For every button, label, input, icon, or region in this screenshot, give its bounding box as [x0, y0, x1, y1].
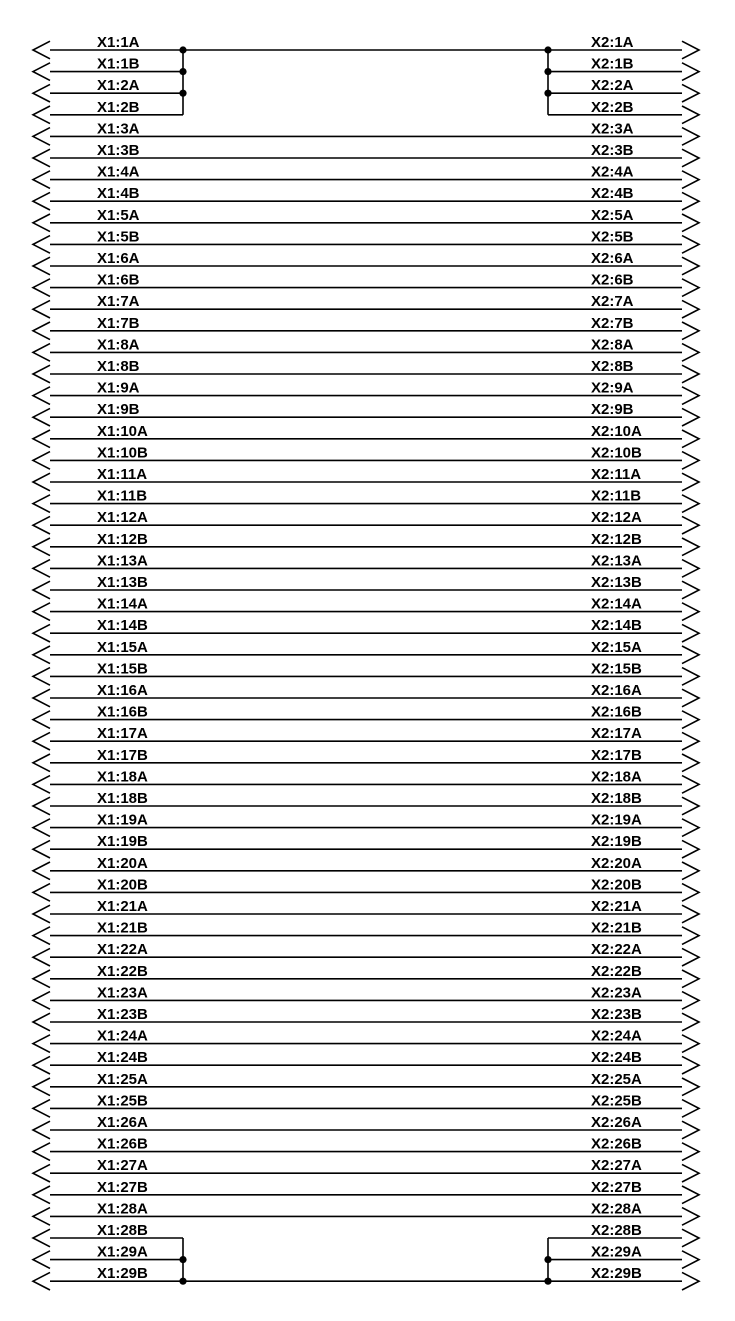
right-pin-label: X2:4B: [591, 185, 634, 203]
left-pin-chevron: [33, 344, 50, 362]
left-pin-chevron: [33, 1035, 50, 1053]
left-pin-label: X1:29B: [97, 1265, 148, 1283]
left-pin-label: X1:9A: [97, 379, 140, 397]
left-pin-chevron: [33, 408, 50, 426]
left-pin-label: X1:17A: [97, 725, 148, 743]
left-pin-chevron: [33, 473, 50, 491]
left-pin-label: X1:20A: [97, 854, 148, 872]
left-junction-dot: [179, 46, 186, 53]
left-pin-label: X1:22B: [97, 962, 148, 980]
right-pin-label: X2:2B: [591, 98, 634, 116]
right-pin-chevron: [682, 1056, 699, 1074]
left-pin-chevron: [33, 452, 50, 470]
right-pin-chevron: [682, 1229, 699, 1247]
left-pin-label: X1:2A: [97, 77, 140, 95]
left-pin-chevron: [33, 624, 50, 642]
right-pin-label: X2:21B: [591, 919, 642, 937]
right-pin-chevron: [682, 257, 699, 275]
right-pin-label: X2:18A: [591, 768, 642, 786]
right-pin-chevron: [682, 992, 699, 1010]
right-pin-chevron: [682, 408, 699, 426]
right-pin-label: X2:8A: [591, 336, 634, 354]
right-pin-label: X2:13B: [591, 574, 642, 591]
left-pin-label: X1:21B: [97, 919, 148, 937]
right-pin-label: X2:15A: [591, 638, 642, 656]
left-pin-chevron: [33, 840, 50, 858]
right-pin-label: X2:27A: [591, 1157, 642, 1175]
left-pin-chevron: [33, 992, 50, 1010]
right-pin-label: X2:19B: [591, 833, 642, 851]
left-pin-label: X1:11B: [97, 487, 148, 505]
left-pin-label: X1:5B: [97, 228, 140, 246]
left-pin-label: X1:27B: [97, 1178, 148, 1196]
right-pin-label: X2:15B: [591, 660, 642, 678]
right-pin-label: X2:11B: [591, 487, 642, 505]
left-pin-label: X1:5A: [97, 206, 140, 224]
left-pin-label: X1:18B: [97, 790, 148, 807]
left-pin-label: X1:10A: [97, 422, 148, 440]
right-pin-label: X2:19A: [591, 811, 642, 829]
left-pin-chevron: [33, 905, 50, 923]
left-pin-chevron: [33, 1056, 50, 1074]
right-pin-chevron: [682, 1078, 699, 1096]
left-pin-chevron: [33, 668, 50, 686]
left-pin-label: X1:12B: [97, 530, 148, 548]
left-connector-labels: [97, 34, 148, 1282]
left-pin-label: X1:21A: [97, 898, 148, 915]
left-pin-label: X1:18A: [97, 768, 148, 786]
right-pin-label: X2:26A: [591, 1114, 642, 1131]
right-pin-label: X2:23B: [591, 1006, 642, 1023]
right-connector-labels: [591, 34, 642, 1282]
right-pin-label: X2:22A: [591, 941, 642, 959]
left-pin-label: X1:14B: [97, 617, 148, 635]
right-pin-chevron: [682, 797, 699, 815]
right-pin-chevron: [682, 689, 699, 707]
right-pin-label: X2:9A: [591, 379, 634, 397]
right-pin-label: X2:14A: [591, 595, 642, 613]
right-pin-chevron: [682, 495, 699, 513]
left-pin-chevron: [33, 646, 50, 664]
right-pin-label: X2:3A: [591, 120, 634, 138]
right-pin-label: X2:29A: [591, 1243, 642, 1261]
left-pin-chevron: [33, 63, 50, 81]
left-pin-label: X1:15A: [97, 638, 148, 656]
left-pin-chevron: [33, 1186, 50, 1204]
right-pin-chevron: [682, 192, 699, 210]
right-pin-chevron: [682, 365, 699, 383]
left-pin-label: X1:16A: [97, 682, 148, 699]
left-pin-chevron: [33, 1251, 50, 1269]
left-pin-chevron: [33, 322, 50, 340]
right-pin-label: X2:1B: [591, 55, 634, 73]
left-pin-chevron: [33, 171, 50, 189]
left-pin-chevron: [33, 819, 50, 837]
right-pin-label: X2:23A: [591, 984, 642, 1002]
left-pin-label: X1:11A: [97, 466, 148, 483]
right-pin-label: X2:17A: [591, 725, 642, 743]
right-connector-chevrons: [682, 41, 699, 1290]
right-pin-chevron: [682, 84, 699, 102]
left-pin-label: X1:13A: [97, 552, 148, 570]
right-pin-chevron: [682, 473, 699, 491]
left-pin-label: X1:23A: [97, 984, 148, 1002]
right-pin-chevron: [682, 1100, 699, 1118]
right-pin-chevron: [682, 776, 699, 794]
right-pin-label: X2:24B: [591, 1049, 642, 1067]
left-pin-label: X1:23B: [97, 1006, 148, 1023]
right-pin-label: X2:25B: [591, 1092, 642, 1110]
left-pin-chevron: [33, 516, 50, 534]
left-pin-label: X1:7A: [97, 293, 140, 311]
right-pin-label: X2:6A: [591, 250, 634, 267]
right-pin-chevron: [682, 1186, 699, 1204]
right-pin-chevron: [682, 1013, 699, 1031]
left-pin-chevron: [33, 970, 50, 988]
left-pin-label: X1:28B: [97, 1222, 148, 1239]
left-pin-label: X1:26B: [97, 1135, 148, 1153]
left-pin-chevron: [33, 1208, 50, 1226]
right-pin-label: X2:24A: [591, 1027, 642, 1045]
left-junction-dot: [179, 90, 186, 97]
left-pin-chevron: [33, 711, 50, 729]
left-pin-label: X1:3B: [97, 142, 140, 159]
right-pin-chevron: [682, 1121, 699, 1139]
right-pin-chevron: [682, 106, 699, 124]
right-pin-chevron: [682, 1035, 699, 1053]
right-pin-chevron: [682, 1272, 699, 1290]
left-connector-chevrons: [33, 41, 50, 1290]
left-pin-chevron: [33, 1121, 50, 1139]
right-pin-label: X2:11A: [591, 466, 642, 483]
left-pin-chevron: [33, 732, 50, 750]
right-pin-chevron: [682, 300, 699, 318]
left-pin-label: X1:9B: [97, 401, 140, 419]
left-pin-chevron: [33, 279, 50, 297]
right-pin-label: X2:6B: [591, 271, 634, 289]
right-pin-chevron: [682, 322, 699, 340]
left-pin-label: X1:19A: [97, 811, 148, 829]
left-pin-label: X1:25B: [97, 1092, 148, 1110]
right-pin-chevron: [682, 624, 699, 642]
right-pin-chevron: [682, 63, 699, 81]
left-pin-chevron: [33, 603, 50, 621]
right-pin-label: X2:26B: [591, 1135, 642, 1153]
left-pin-chevron: [33, 776, 50, 794]
right-pin-label: X2:17B: [591, 746, 642, 764]
left-pin-label: X1:4A: [97, 163, 140, 181]
left-pin-chevron: [33, 581, 50, 599]
left-pin-chevron: [33, 1229, 50, 1247]
left-pin-label: X1:13B: [97, 574, 148, 591]
right-pin-chevron: [682, 1251, 699, 1269]
left-pin-chevron: [33, 106, 50, 124]
right-pin-label: X2:14B: [591, 617, 642, 635]
left-pin-label: X1:6B: [97, 271, 140, 289]
left-pin-label: X1:7B: [97, 314, 140, 332]
left-pin-chevron: [33, 214, 50, 232]
left-pin-label: X1:29A: [97, 1243, 148, 1261]
right-pin-label: X2:16A: [591, 682, 642, 699]
right-pin-chevron: [682, 819, 699, 837]
left-pin-chevron: [33, 300, 50, 318]
left-pin-chevron: [33, 754, 50, 772]
junction-dots: [179, 46, 551, 1284]
left-pin-chevron: [33, 430, 50, 448]
right-pin-label: X2:25A: [591, 1070, 642, 1088]
left-pin-label: X1:20B: [97, 876, 148, 894]
right-pin-chevron: [682, 560, 699, 578]
right-pin-chevron: [682, 927, 699, 945]
left-pin-chevron: [33, 560, 50, 578]
left-pin-chevron: [33, 365, 50, 383]
right-pin-chevron: [682, 970, 699, 988]
right-pin-chevron: [682, 128, 699, 146]
right-pin-chevron: [682, 516, 699, 534]
left-pin-label: X1:17B: [97, 746, 148, 764]
left-pin-chevron: [33, 257, 50, 275]
right-pin-chevron: [682, 149, 699, 167]
right-junction-dot: [544, 1256, 551, 1263]
right-pin-chevron: [682, 711, 699, 729]
left-pin-chevron: [33, 387, 50, 405]
right-pin-chevron: [682, 668, 699, 686]
right-pin-label: X2:28B: [591, 1222, 642, 1239]
right-pin-chevron: [682, 1164, 699, 1182]
left-pin-chevron: [33, 41, 50, 59]
right-pin-label: X2:9B: [591, 401, 634, 419]
left-pin-label: X1:14A: [97, 595, 148, 613]
left-pin-chevron: [33, 149, 50, 167]
left-junction-dot: [179, 1256, 186, 1263]
right-pin-label: X2:5B: [591, 228, 634, 246]
left-pin-chevron: [33, 927, 50, 945]
right-pin-chevron: [682, 905, 699, 923]
right-pin-chevron: [682, 840, 699, 858]
right-pin-chevron: [682, 171, 699, 189]
left-pin-chevron: [33, 948, 50, 966]
right-pin-chevron: [682, 862, 699, 880]
right-pin-chevron: [682, 430, 699, 448]
left-pin-chevron: [33, 1078, 50, 1096]
right-pin-chevron: [682, 1143, 699, 1161]
right-pin-label: X2:10A: [591, 422, 642, 440]
right-pin-label: X2:20B: [591, 876, 642, 894]
right-pin-label: X2:16B: [591, 703, 642, 721]
right-pin-label: X2:1A: [591, 34, 634, 51]
right-pin-chevron: [682, 279, 699, 297]
right-pin-chevron: [682, 581, 699, 599]
left-junction-dot: [179, 1278, 186, 1285]
right-pin-label: X2:10B: [591, 444, 642, 462]
right-pin-label: X2:8B: [591, 358, 634, 375]
left-pin-label: X1:6A: [97, 250, 140, 267]
left-pin-chevron: [33, 495, 50, 513]
right-pin-label: X2:18B: [591, 790, 642, 807]
right-pin-label: X2:7A: [591, 293, 634, 311]
right-pin-label: X2:21A: [591, 898, 642, 915]
right-pin-label: X2:29B: [591, 1265, 642, 1283]
right-pin-chevron: [682, 1208, 699, 1226]
right-pin-label: X2:13A: [591, 552, 642, 570]
right-pin-chevron: [682, 452, 699, 470]
left-pin-chevron: [33, 1143, 50, 1161]
right-pin-label: X2:3B: [591, 142, 634, 159]
right-pin-label: X2:22B: [591, 962, 642, 980]
left-pin-label: X1:12A: [97, 509, 148, 527]
left-pin-chevron: [33, 1272, 50, 1290]
right-pin-chevron: [682, 754, 699, 772]
left-pin-label: X1:25A: [97, 1070, 148, 1088]
right-pin-label: X2:28A: [591, 1200, 642, 1218]
left-pin-chevron: [33, 862, 50, 880]
left-pin-label: X1:4B: [97, 185, 140, 203]
right-pin-chevron: [682, 538, 699, 556]
left-pin-chevron: [33, 192, 50, 210]
left-pin-chevron: [33, 84, 50, 102]
right-pin-chevron: [682, 732, 699, 750]
left-pin-chevron: [33, 1164, 50, 1182]
right-pin-label: X2:12A: [591, 509, 642, 527]
right-pin-chevron: [682, 884, 699, 902]
left-pin-label: X1:15B: [97, 660, 148, 678]
right-pin-chevron: [682, 236, 699, 254]
right-pin-chevron: [682, 948, 699, 966]
right-junction-dot: [544, 46, 551, 53]
right-pin-chevron: [682, 603, 699, 621]
right-pin-chevron: [682, 214, 699, 232]
right-junction-dot: [544, 68, 551, 75]
left-pin-chevron: [33, 689, 50, 707]
left-pin-label: X1:26A: [97, 1114, 148, 1131]
left-pin-label: X1:28A: [97, 1200, 148, 1218]
left-pin-label: X1:8B: [97, 358, 140, 375]
right-pin-chevron: [682, 646, 699, 664]
left-pin-label: X1:8A: [97, 336, 140, 354]
right-junction-dot: [544, 90, 551, 97]
left-pin-label: X1:1A: [97, 34, 140, 51]
left-pin-label: X1:16B: [97, 703, 148, 721]
left-pin-label: X1:27A: [97, 1157, 148, 1175]
left-pin-label: X1:22A: [97, 941, 148, 959]
left-pin-label: X1:10B: [97, 444, 148, 462]
right-pin-label: X2:20A: [591, 854, 642, 872]
left-pin-chevron: [33, 884, 50, 902]
right-pin-label: X2:4A: [591, 163, 634, 181]
left-pin-label: X1:19B: [97, 833, 148, 851]
right-pin-chevron: [682, 387, 699, 405]
right-pin-label: X2:12B: [591, 530, 642, 548]
left-pin-chevron: [33, 797, 50, 815]
right-pin-chevron: [682, 41, 699, 59]
left-pin-chevron: [33, 1100, 50, 1118]
right-junction-dot: [544, 1278, 551, 1285]
left-pin-label: X1:1B: [97, 55, 140, 73]
left-pin-label: X1:2B: [97, 98, 140, 116]
right-pin-label: X2:27B: [591, 1178, 642, 1196]
right-pin-label: X2:5A: [591, 206, 634, 224]
left-pin-label: X1:24B: [97, 1049, 148, 1067]
right-pin-chevron: [682, 344, 699, 362]
left-pin-chevron: [33, 128, 50, 146]
right-pin-label: X2:7B: [591, 314, 634, 332]
left-pin-chevron: [33, 1013, 50, 1031]
left-junction-dot: [179, 68, 186, 75]
left-pin-label: X1:24A: [97, 1027, 148, 1045]
left-pin-label: X1:3A: [97, 120, 140, 138]
left-pin-chevron: [33, 236, 50, 254]
left-pin-chevron: [33, 538, 50, 556]
right-pin-label: X2:2A: [591, 77, 634, 95]
